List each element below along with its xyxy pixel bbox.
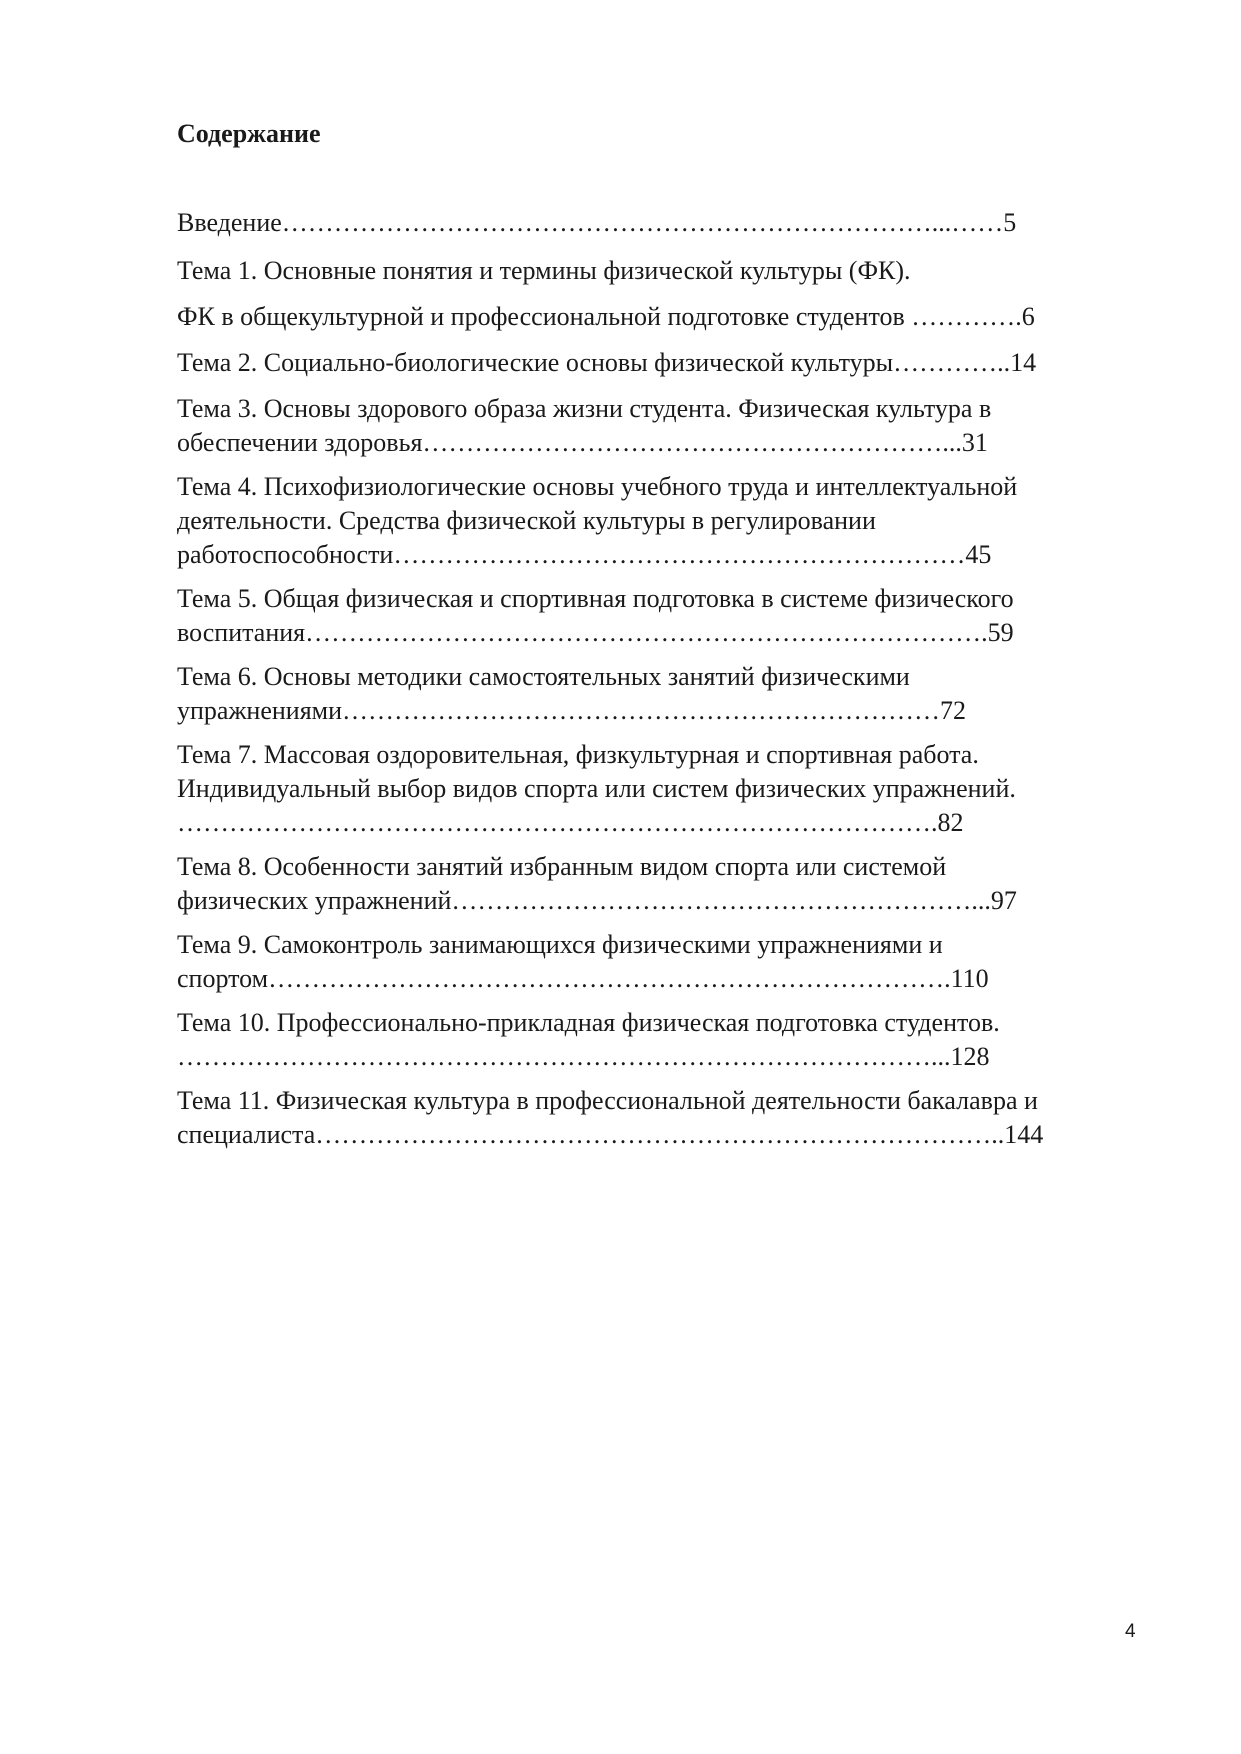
toc-entry-topic-10-line-2: ……………………………………………………………………………...128 [177,1042,990,1071]
toc-entry-topic-3-line-2: обеспечении здоровья……………………………………………………...31 [177,428,988,457]
toc-entry-topic-6-line-1: Тема 6. Основы методики самостоятельных занятий физическими [177,662,910,691]
toc-entry-topic-9-line-1: Тема 9. Самоконтроль занимающихся физическими упражнениями и [177,930,943,959]
toc-entry-topic-4-line-1: Тема 4. Психофизиологические основы учебного труда и интеллектуальной [177,472,1018,501]
page-title: Содержание [177,119,321,148]
toc-entry-topic-5-line-2: воспитания…………………………………………………………………….59 [177,618,1014,647]
toc-entry-topic-8-line-2: физических упражнений……………………………………………………...97 [177,886,1017,915]
toc-entry-topic-7-line-3: …………………………………………………………………………….82 [177,808,964,837]
toc-entry-introduction: Введение…………………………………………………………………...……5 [177,208,1017,237]
toc-entry-topic-11-line-1: Тема 11. Физическая культура в профессиональной деятельности бакалавра и [177,1086,1038,1115]
toc-entry-topic-2: Тема 2. Социально-биологические основы физической культуры…………..14 [177,348,1037,377]
toc-entry-topic-5-line-1: Тема 5. Общая физическая и спортивная подготовка в системе физического [177,584,1014,613]
toc-entry-topic-1-line-2: ФК в общекультурной и профессиональной подготовке студентов ………….6 [177,302,1035,331]
page-number: 4 [1125,1621,1136,1642]
toc-entry-topic-7-line-1: Тема 7. Массовая оздоровительная, физкультурная и спортивная работа. [177,740,979,769]
toc-entry-topic-8-line-1: Тема 8. Особенности занятий избранным видом спорта или системой [177,852,947,881]
toc-entry-topic-11-line-2: специалиста……………………………………………………………………..144 [177,1120,1044,1149]
toc-entry-topic-9-line-2: спортом…………………………………………………………………….110 [177,964,989,993]
toc-entry-topic-4-line-2: деятельности. Средства физической культуры в регулировании [177,506,876,535]
toc-entry-topic-4-line-3: работоспособности…………………………………………………………45 [177,540,992,569]
toc-entry-topic-10-line-1: Тема 10. Профессионально-прикладная физическая подготовка студентов. [177,1008,1000,1037]
toc-entry-topic-3-line-1: Тема 3. Основы здорового образа жизни студента. Физическая культура в [177,394,992,423]
toc-entry-topic-6-line-2: упражнениями……………………………………………………………72 [177,696,967,725]
toc-entry-topic-7-line-2: Индивидуальный выбор видов спорта или систем физических упражнений. [177,774,1016,803]
toc-entry-topic-1-line-1: Тема 1. Основные понятия и термины физической культуры (ФК). [177,256,911,285]
